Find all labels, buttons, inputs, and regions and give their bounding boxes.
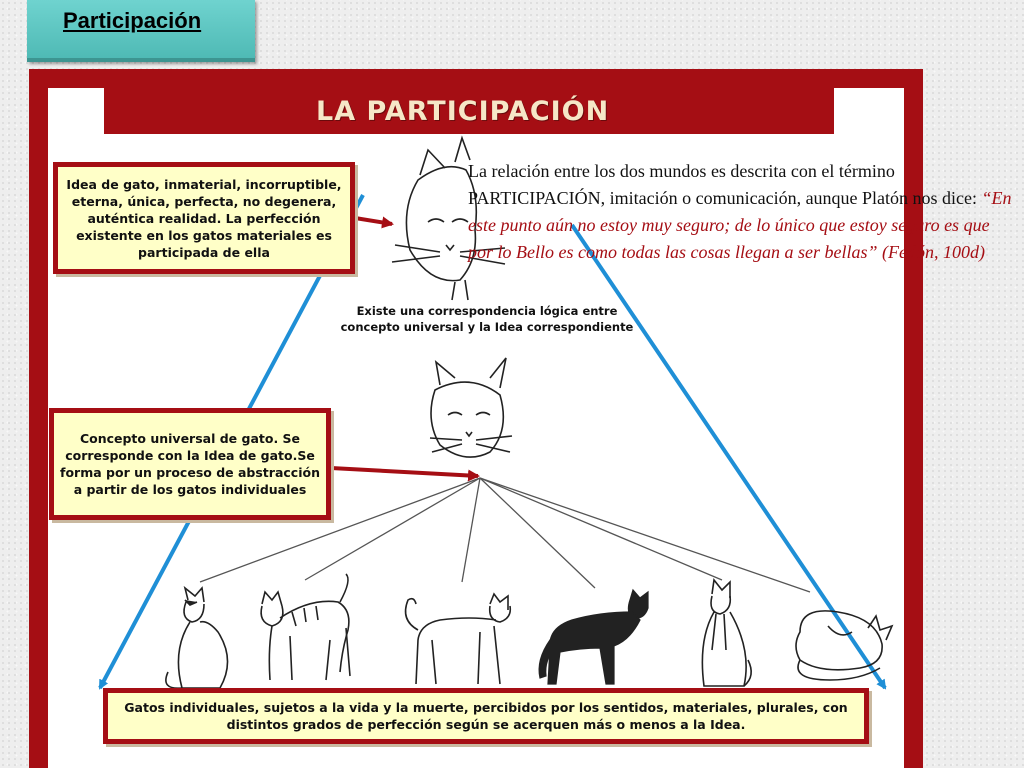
- diagram-title: LA PARTICIPACIÓN: [316, 96, 610, 127]
- idea-box: [53, 162, 355, 274]
- black-cat-icon: [539, 590, 648, 684]
- cat-head-small-icon: [430, 358, 512, 457]
- sitting-cat-icon: [702, 580, 751, 686]
- individuals-box-text: Gatos individuales, sujetos a la vida y la muerte, percibidos por los sentidos, materiales, plurales, con distintos grados de perfección según se acerquen más o menos a la Idea.: [124, 700, 848, 732]
- concept-box: [49, 408, 331, 520]
- participation-intro: La relación entre los dos mundos es descrita con el término PARTICIPACIÓN, imitación o comunicación, aunque Platón nos dice:: [468, 161, 982, 208]
- participation-text: [468, 158, 1018, 266]
- arrow-concept-to-cat: [331, 468, 478, 476]
- slide-tab-label: Participación: [63, 8, 202, 33]
- correspondence-note: Existe una correspondencia lógica entre concepto universal y la Idea correspondiente: [340, 304, 634, 334]
- platon-quote: “En este punto aún no estoy muy seguro; de lo único que estoy seguro es que por lo Bello es como todas las cosas llegan a ser bellas” (Fedón, 100d): [468, 188, 1012, 262]
- walking-cat-icon: [406, 594, 511, 684]
- tabby-cat-icon: [261, 574, 350, 680]
- siamese-cat-icon: [166, 588, 228, 688]
- individuals-box: [103, 688, 869, 744]
- idea-box-text: Idea de gato, inmaterial, incorruptible, eterna, única, perfecta, no degenera, auténtica realidad. La perfección existente en los gatos materiales es participada de ella: [66, 176, 342, 260]
- concept-box-text: Concepto universal de gato. Se corresponde con la Idea de gato.Se forma por un proceso de abstracción a partir de los gatos individuales: [60, 431, 320, 497]
- arrow-idea-to-cat: [355, 218, 392, 224]
- curled-cat-icon: [796, 611, 892, 680]
